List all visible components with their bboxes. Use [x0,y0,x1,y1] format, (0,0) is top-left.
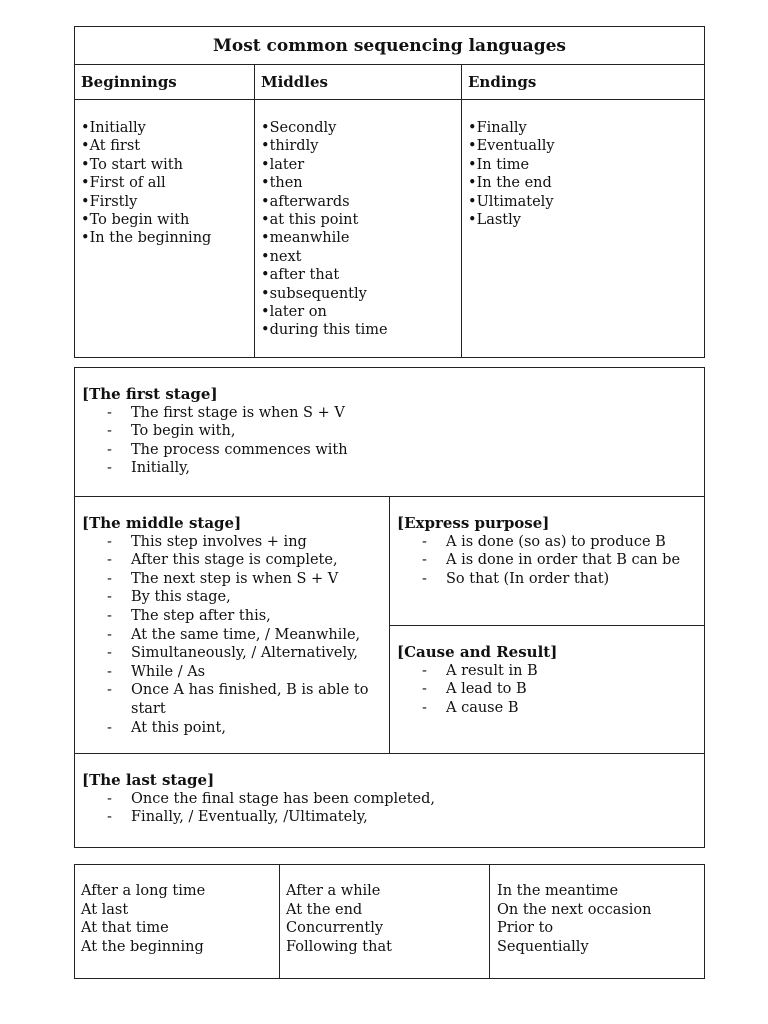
list-item: - While / As [107,663,376,682]
list-item: • Secondly [261,119,461,137]
list-item: - The next step is when S + V [107,570,376,589]
list-item: • later [261,156,461,174]
list-item: • At first [81,137,254,155]
list-item: - Once the final stage has been completed, [107,790,704,809]
list-item: - By this stage, [107,588,376,607]
middle-stage-cell [75,497,390,754]
list-item: - A lead to B [422,680,704,699]
column-header: Endings [462,65,704,100]
list-item: - This step involves + ing [107,533,376,552]
phrase-line: Concurrently [286,920,384,937]
list-item: - A result in B [422,662,704,681]
phrase-line: In the meantime [497,883,619,899]
list-item: • In the beginning [81,229,254,247]
section-heading: [Express purpose] [397,514,550,532]
list-item: - At the same time, / Meanwhile, [107,626,376,645]
section-heading: [Cause and Result] [397,643,558,661]
phrase-line: At last [81,901,129,918]
phrase-list [82,533,389,738]
section-heading: [The last stage] [82,771,215,789]
list-item: - A is done (so as) to produce B [422,533,704,552]
list-item: • Initially [81,119,254,137]
list-item: • Lastly [468,211,704,229]
phrase-line: Sequentially [497,938,589,955]
phrase-line: Following that [286,938,392,955]
list-item: - At this point, [107,719,376,738]
list-item: - After this stage is complete, [107,551,376,570]
list-item: • Firstly [81,193,254,211]
column-middles [255,65,462,357]
list-item: - Simultaneously, / Alternatively, [107,644,376,663]
list-item: • Ultimately [468,193,704,211]
phrase-list [82,404,704,478]
phrase-column-2 [280,865,490,978]
phrase-line: At the beginning [81,938,204,955]
list-item: • later on [261,303,461,321]
list-item: - A cause B [422,699,704,718]
list-item: - The process commences with [107,441,704,460]
phrase-line: After a while [286,883,381,899]
list-item: - Finally, / Eventually, /Ultimately, [107,808,704,827]
column-header: Middles [255,65,461,100]
phrase-line: On the next occasion [497,901,652,918]
phrase-list [82,790,704,827]
list-item: • next [261,248,461,266]
list-item: • In the end [468,174,704,192]
list-item: • To begin with [81,211,254,229]
list-item: - The first stage is when S + V [107,404,704,423]
list-item: - A is done in order that B can be [422,551,704,570]
section-heading: [The middle stage] [82,514,242,532]
column-beginnings [75,65,255,357]
list-item: • after that [261,266,461,284]
list-item: - Initially, [107,459,704,478]
list-item: - The step after this, [107,607,376,626]
word-list [462,100,704,229]
list-item: • In time [468,156,704,174]
phrase-column-1 [75,865,280,978]
word-list [255,100,461,340]
list-item: - Once A has finished, B is able to start [107,681,376,718]
extra-phrases-table [74,864,705,979]
last-stage-cell [75,754,704,847]
phrase-line: After a long time [81,883,206,899]
table-title: Most common sequencing languages [75,27,704,65]
column-endings [462,65,704,357]
list-item: - To begin with, [107,422,704,441]
list-item: • To start with [81,156,254,174]
word-list [75,100,254,248]
phrase-line: Prior to [497,920,554,937]
phrase-list [397,662,704,718]
list-item: • First of all [81,174,254,192]
list-item: • meanwhile [261,229,461,247]
list-item: • during this time [261,321,461,339]
list-item: • afterwards [261,193,461,211]
cause-result-cell [390,626,704,754]
list-item: • subsequently [261,285,461,303]
process-stages-table [74,367,705,848]
list-item: • then [261,174,461,192]
list-item: • at this point [261,211,461,229]
column-header: Beginnings [75,65,254,100]
express-purpose-cell [390,497,704,626]
list-item: • thirdly [261,137,461,155]
list-item: • Eventually [468,137,704,155]
section-heading: [The first stage] [82,385,218,403]
list-item: • Finally [468,119,704,137]
phrase-line: At the end [286,901,363,918]
phrase-column-3 [490,865,704,978]
first-stage-cell [75,368,704,497]
phrase-list [397,533,704,589]
sequencing-languages-table [74,26,705,358]
list-item: - So that (In order that) [422,570,704,589]
phrase-line: At that time [81,920,169,937]
